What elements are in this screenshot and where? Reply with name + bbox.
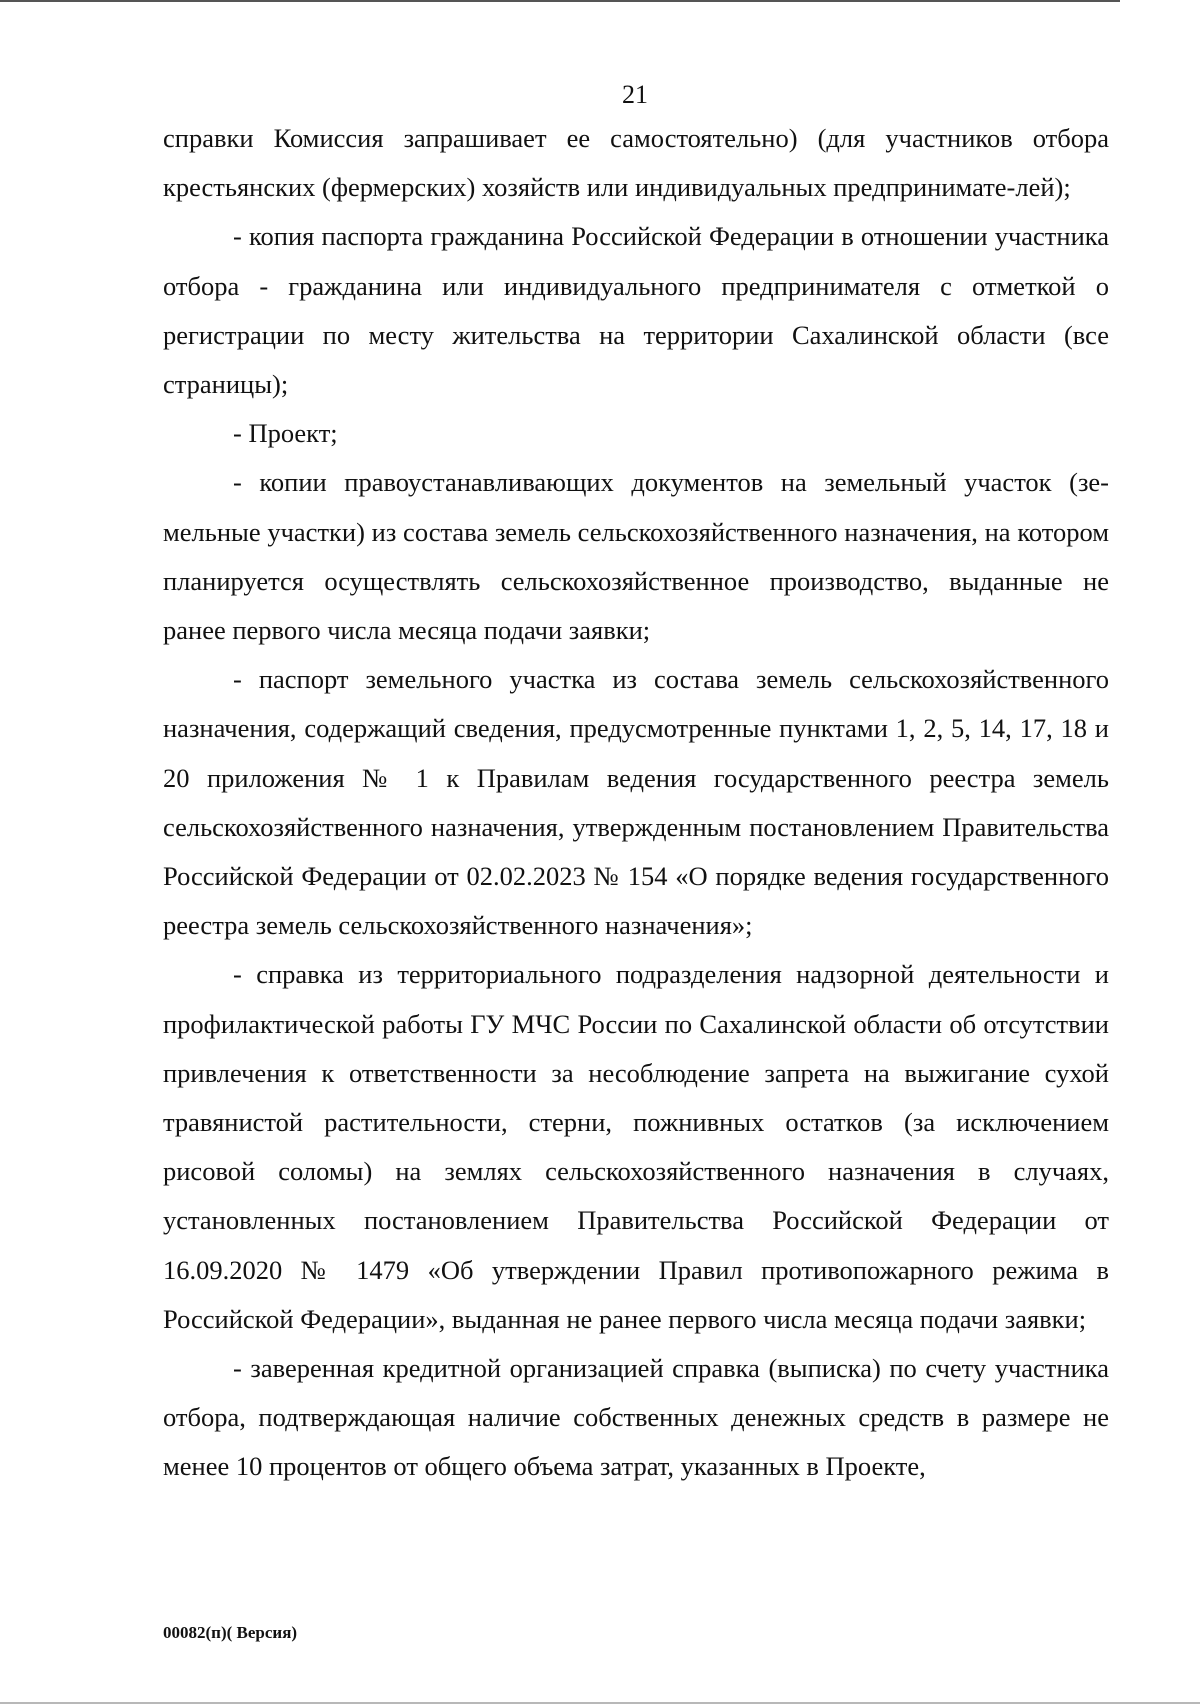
paragraph-project: - Проект; [233, 418, 338, 449]
paragraph-land-passport: - паспорт земельного участка из состава земель сельскохозяйственного назначения, содержащий сведения, предусмотренные пунктами 1, 2, 5, 14, 17, 18 и 20 приложения № 1 к Правилам ведения государственного реестра земель сельскохозяйственного назначения, утвержденным постановлением Правительства Российской Федерации от 02.02.2023 № 154 «О порядке ведения государственного реестра земель сельскохозяйственного назначения»; [163, 664, 1109, 941]
footer-document-code: 00082(п)( Версия) [163, 1623, 298, 1642]
paragraph-passport-copy: - копия паспорта гражданина Российской Федерации в отношении участника отбора - гражданина или индивидуального предпринимателя с отметкой о регистрации по месту жительства на территории Сахалинской области (все страницы); [163, 221, 1109, 400]
paragraph-mchs-certificate: - справка из территориального подразделения надзорной деятельности и профилактической работы ГУ МЧС России по Сахалинской области об отсутствии привлечения к ответственности за несоблюдение запрета на выжигание сухой травянистой растительности, стерни, пожнивных остатков (за исключением рисовой соломы) на землях сельскохозяйственного назначения в случаях, установленных постановлением Правительства Российской Федерации от 16.09.2020 № 1479 «Об утверждении Правил противопожарного режима в Российской Федерации», выданная не ранее первого числа месяца подачи заявки; [163, 959, 1109, 1334]
paragraph-bank-statement: - заверенная кредитной организацией справка (выписка) по счету участника отбора, подтверждающая наличие собственных денежных средств в размере не менее 10 процентов от общего объема затрат, указанных в Проекте, [163, 1353, 1109, 1482]
page-number: 21 [622, 80, 648, 109]
paragraph-continuation: справки Комиссия запрашивает ее самостоятельно) (для участников отбора крестьянских (фермерских) хозяйств или индивидуальных предпринимате-лей); [163, 123, 1109, 203]
document-body [163, 114, 1109, 1492]
paragraph-land-documents: - копии правоустанавливающих документов на земельный участок (земельные участки) из состава земель сельскохозяйственного назначения, на котором планируется осуществлять сельскохозяйственное производство, выданные не ранее первого числа месяца подачи заявки; [163, 467, 1109, 646]
scan-edge-bottom [0, 1702, 1200, 1704]
scan-edge-top [0, 0, 1120, 2]
